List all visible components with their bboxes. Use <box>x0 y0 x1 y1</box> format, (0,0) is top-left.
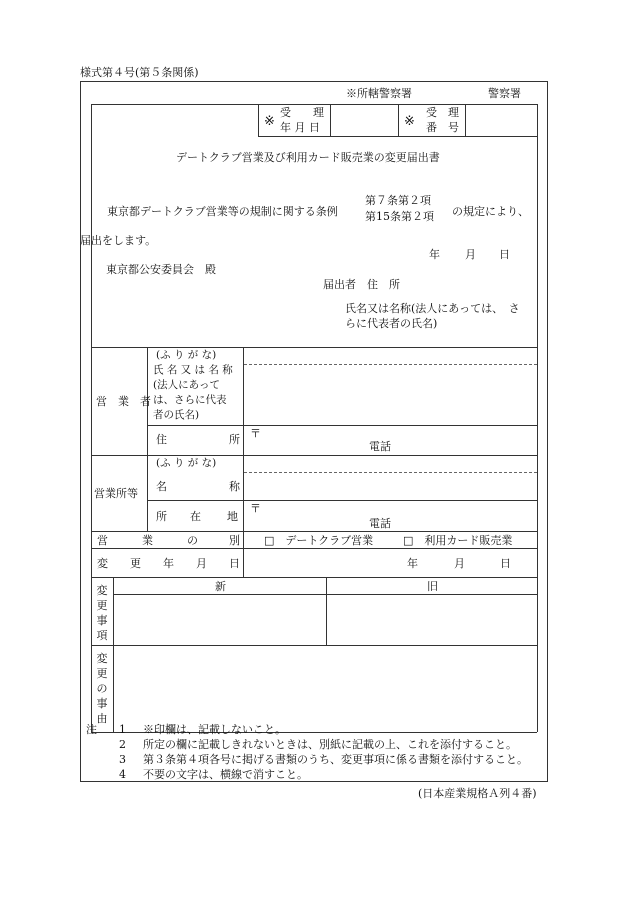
notes-heading: 注 <box>86 723 97 736</box>
operator-furigana-input[interactable] <box>245 349 536 363</box>
business-type-label-1: 営 <box>97 534 108 547</box>
change-date-label-5: 日 <box>229 557 240 570</box>
office-furigana-dash <box>244 472 537 473</box>
date-month: 月 <box>465 248 476 261</box>
new-old-divider <box>326 577 327 645</box>
change-date-input[interactable] <box>245 550 405 575</box>
change-date-day: 日 <box>500 557 511 570</box>
changes-old-input[interactable] <box>328 596 536 643</box>
receipt-date-label-2: 年 月 日 <box>280 121 320 134</box>
new-old-header-bottom <box>113 594 537 595</box>
operator-name-label-1: 氏 名 又 は 名 称 <box>153 364 233 376</box>
office-location-label-1: 所 <box>156 510 167 523</box>
change-date-label-2: 更 <box>130 557 141 570</box>
receipt-divider-2 <box>330 104 331 137</box>
date-year: 年 <box>429 248 440 261</box>
receipt-divider-1 <box>258 104 259 137</box>
changes-label-divider <box>113 577 114 732</box>
inner-bottom-border <box>91 347 538 348</box>
office-phone-label: 電話 <box>369 517 391 530</box>
business-type-label-3: の <box>187 534 198 547</box>
change-date-label-3: 年 <box>163 557 174 570</box>
notifier-address-label: 届出者 住 所 <box>323 278 400 291</box>
operator-name-label-2: (法人にあって <box>153 379 220 391</box>
article-1: 第７条第２項 <box>365 194 431 207</box>
note-2-num: 2 <box>119 738 126 751</box>
business-type-bottom <box>91 548 537 549</box>
note-2-text: 所定の欄に記載しきれないときは、別紙に記載の上、これを添付すること。 <box>143 738 517 751</box>
operator-phone-label: 電話 <box>369 440 391 453</box>
operator-bottom <box>91 455 537 456</box>
note-1-text: ※印欄は、記載しないこと。 <box>143 723 286 736</box>
office-bottom <box>91 531 537 532</box>
receipt-no-input[interactable] <box>467 106 536 135</box>
inner-right-border <box>537 104 538 347</box>
operator-address-top <box>147 425 537 426</box>
business-type-label-2: 業 <box>142 534 153 547</box>
receipt-no-label-2: 番 号 <box>426 121 459 134</box>
office-name-label-r: 称 <box>229 480 240 493</box>
office-furigana-label: (ふ り が な) <box>156 457 217 469</box>
receipt-date-star: ※ <box>264 114 275 129</box>
reason-label: 変更の事由 <box>96 652 108 725</box>
operator-name-input[interactable] <box>245 366 536 424</box>
receipt-date-label-1: 受 理 <box>280 106 324 119</box>
table-right-border <box>537 347 538 732</box>
ordinance-name: 東京都デートクラブ営業等の規制に関する条例 <box>107 205 338 218</box>
office-furigana-input[interactable] <box>245 457 536 471</box>
receipt-no-star: ※ <box>404 114 415 129</box>
form-title: デートクラブ営業及び利用カード販売業の変更届出書 <box>176 151 440 164</box>
changes-old-header: 旧 <box>427 580 438 593</box>
changes-new-header: 新 <box>215 580 226 593</box>
receipt-divider-4 <box>465 104 466 137</box>
notifier-name-line-2: らに代表者の氏名) <box>345 317 438 330</box>
police-station-label: ※所轄警察署 <box>346 87 412 100</box>
notify-text: 届出をします。 <box>80 234 157 247</box>
operator-address-input[interactable] <box>262 427 536 453</box>
inner-top-border <box>91 104 538 105</box>
operator-furigana-label: (ふ り が な) <box>156 349 217 361</box>
operator-label: 営 業 者 <box>96 395 151 408</box>
note-3-num: 3 <box>119 753 126 766</box>
receipt-no-label-1: 受 理 <box>426 106 459 119</box>
operator-name-label-4: 者の氏名) <box>153 409 200 421</box>
note-4-num: 4 <box>119 768 126 781</box>
operator-name-label-3: は、さらに代表 <box>153 394 227 406</box>
addressee: 東京都公安委員会 殿 <box>106 263 216 276</box>
value-col-divider <box>243 347 244 577</box>
checkbox-card-sales[interactable]: □ 利用カード販売業 <box>403 534 513 547</box>
notifier-name-line-1: 氏名又は名称(法人にあっては、 さ <box>345 302 520 315</box>
changes-label: 変更事項 <box>96 584 108 642</box>
footer-paper-size: (日本産業規格Ａ列４番) <box>418 787 537 800</box>
note-1-num: 1 <box>119 723 126 736</box>
office-location-label-3: 地 <box>227 510 238 523</box>
inner-left-border <box>91 104 92 347</box>
form-number: 様式第４号(第５条関係) <box>80 66 199 79</box>
change-date-month: 月 <box>454 557 465 570</box>
checkbox-date-club[interactable]: □ デートクラブ営業 <box>264 534 374 547</box>
receipt-date-input[interactable] <box>332 106 397 135</box>
changes-bottom <box>91 645 537 646</box>
changes-new-input[interactable] <box>115 596 324 643</box>
office-postal-mark: 〒 <box>250 502 261 515</box>
operator-furigana-dash <box>244 364 537 365</box>
office-name-label-l: 名 <box>156 480 167 493</box>
table-left-border <box>91 347 92 732</box>
change-date-label-4: 月 <box>196 557 207 570</box>
police-station-suffix: 警察署 <box>488 87 521 100</box>
regulation-text: の規定により、 <box>452 205 529 218</box>
operator-address-label-l: 住 <box>156 433 167 446</box>
change-date-bottom <box>91 577 537 578</box>
office-location-label-2: 在 <box>190 510 201 523</box>
office-name-input[interactable] <box>245 474 536 499</box>
note-3-text: 第３条第４項各号に掲げる書類のうち、変更事項に係る書類を添付すること。 <box>143 753 528 766</box>
receipt-divider-3 <box>398 104 399 137</box>
office-label: 営業所等 <box>94 487 138 500</box>
office-location-input[interactable] <box>262 502 536 530</box>
article-2: 第15条第２項 <box>365 210 434 223</box>
note-4-text: 不要の文字は、横線で消すこと。 <box>143 768 308 781</box>
operator-postal-mark: 〒 <box>250 427 261 440</box>
operator-address-label-r: 所 <box>229 433 240 446</box>
label-col-divider <box>147 347 148 531</box>
office-location-top <box>147 500 537 501</box>
business-type-label-4: 別 <box>229 534 240 547</box>
change-date-label-1: 変 <box>97 557 108 570</box>
date-day: 日 <box>499 248 510 261</box>
change-date-year: 年 <box>407 557 418 570</box>
reason-input[interactable] <box>115 647 536 731</box>
